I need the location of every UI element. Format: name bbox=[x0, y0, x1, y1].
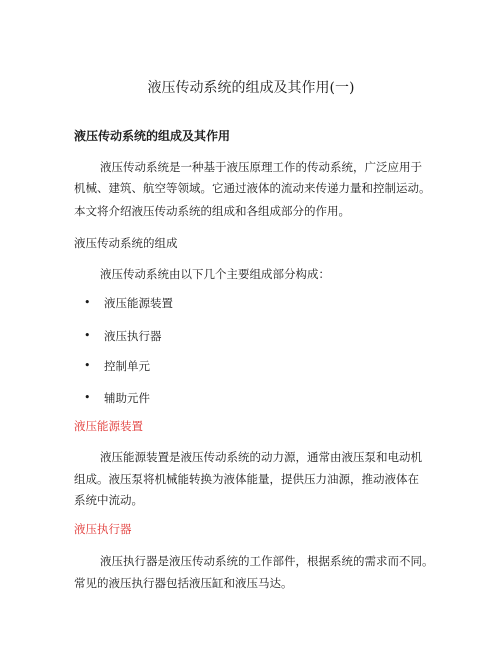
power-source-line-2: 组成。液压泵将机械能转换为液体能量，提供压力油源，推动液体在 bbox=[74, 472, 419, 486]
section-heading: 液压传动系统的组成及其作用 bbox=[74, 129, 231, 143]
bullet-icon: • bbox=[84, 329, 91, 342]
power-source-line-1: 液压能源装置是液压传动系统的动力源，通常由液压泵和电动机 bbox=[100, 450, 422, 464]
actuator-line-2: 常见的液压执行器包括液压缸和液压马达。 bbox=[74, 576, 293, 590]
composition-heading: 液压传动系统的组成 bbox=[74, 236, 178, 250]
power-source-heading: 液压能源装置 bbox=[74, 419, 143, 433]
intro-line-3: 本文将介绍液压传动系统的组成和各组成部分的作用。 bbox=[74, 204, 350, 218]
document-title: 液压传动系统的组成及其作用(一) bbox=[147, 80, 355, 96]
bullet-icon: • bbox=[84, 359, 91, 372]
actuator-line-1: 液压执行器是液压传动系统的工作部件，根据系统的需求而不同。 bbox=[100, 554, 434, 568]
power-source-line-3: 系统中流动。 bbox=[74, 493, 143, 507]
actuator-heading: 液压执行器 bbox=[74, 522, 132, 536]
intro-line-1: 液压传动系统是一种基于液压原理工作的传动系统，广泛应用于 bbox=[100, 160, 422, 174]
bullet-icon: • bbox=[84, 296, 91, 309]
bullet-icon: • bbox=[84, 391, 91, 404]
list-item-label: 液压能源装置 bbox=[104, 296, 173, 310]
intro-line-2: 机械、建筑、航空等领域。它通过液体的流动来传递力量和控制运动。 bbox=[74, 181, 431, 195]
list-item-label: 液压执行器 bbox=[104, 329, 162, 343]
list-item-label: 控制单元 bbox=[104, 359, 150, 373]
composition-intro: 液压传动系统由以下几个主要组成部分构成： bbox=[100, 267, 330, 281]
list-item-label: 辅助元件 bbox=[104, 391, 150, 405]
